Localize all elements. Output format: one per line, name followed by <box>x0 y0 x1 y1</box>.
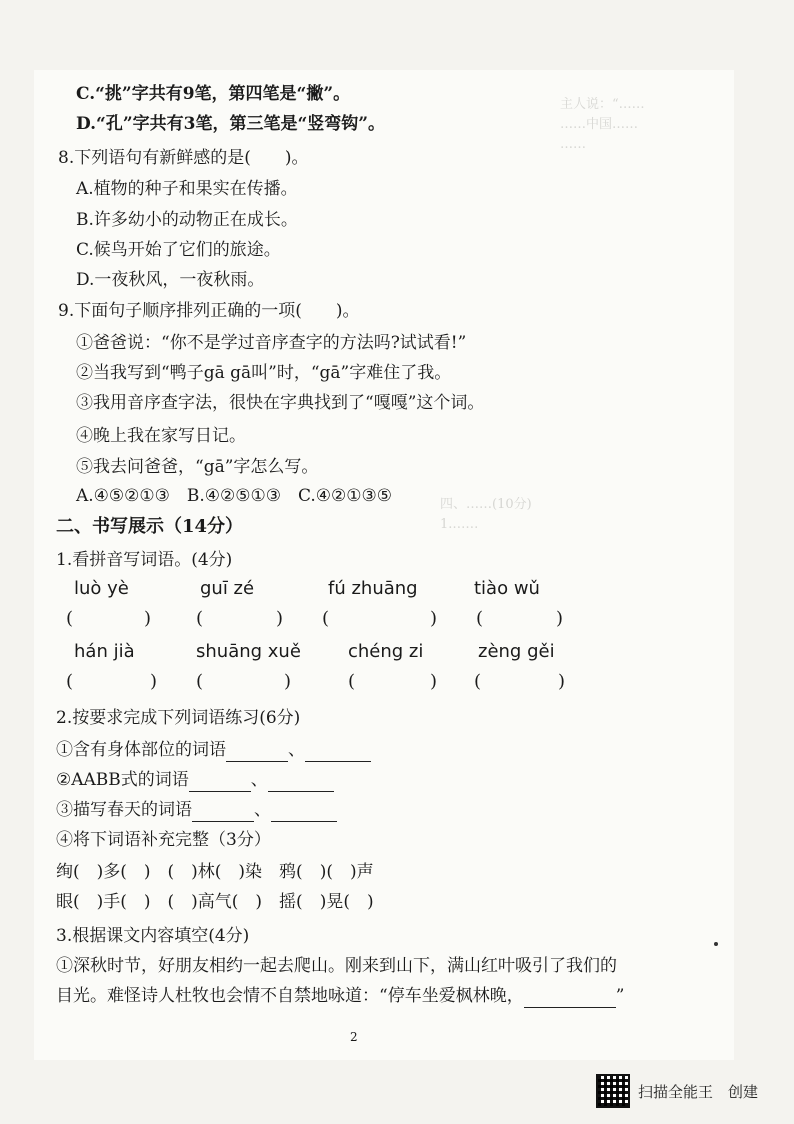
answer-box-close: ) <box>556 608 564 629</box>
p3-line-2-text: 目光。难怪诗人杜牧也会情不自禁地咏道：“停车坐爱枫林晚， <box>56 986 524 1006</box>
bleed-line: …… <box>560 137 586 152</box>
p2-item-2-label: ②AABB式的词语 <box>56 770 189 790</box>
p2-fill-row-1: 绚( )多( ) ( )林( )染 鸦( )( )声 <box>56 862 374 882</box>
q9-options: A.④⑤②①③ B.④②⑤①③ C.④②①③⑤ <box>76 486 392 506</box>
bleed-line: ……中国…… <box>560 117 639 132</box>
qr-code-icon <box>596 1074 630 1108</box>
page-number: 2 <box>350 1030 358 1044</box>
p3-line-1: ①深秋时节，好朋友相约一起去爬山。刚来到山下，满山红叶吸引了我们的 <box>56 956 617 976</box>
p2-item-1 <box>56 738 371 762</box>
answer-box-open: ( <box>476 608 484 629</box>
answer-blank[interactable] <box>192 803 254 822</box>
scanner-watermark <box>596 1074 758 1108</box>
answer-blank[interactable] <box>268 773 334 792</box>
section-title: 二、书写展示（14分） <box>56 516 244 537</box>
q8-option-b: B.许多幼小的动物正在成长。 <box>76 210 298 230</box>
answer-box-open: ( <box>474 671 482 692</box>
bleed-line: 四、……(10分) <box>440 497 532 512</box>
answer-box-close: ) <box>276 608 284 629</box>
pinyin-item: fú zhuāng <box>328 578 418 599</box>
p2-item-2 <box>56 768 334 792</box>
p2-item-4: ④将下词语补充完整（3分） <box>56 830 271 850</box>
pinyin-item: hán jià <box>74 641 135 662</box>
q7-option-c: C.“挑”字共有9笔，第四笔是“撇”。 <box>76 84 351 104</box>
answer-box-close: ) <box>430 608 438 629</box>
q9-sentence-3: ③我用音序查字法，很快在字典找到了“嘎嘎”这个词。 <box>76 393 485 413</box>
bleed-line: 主人说：“…… <box>560 97 645 112</box>
answer-box-close: ) <box>144 608 152 629</box>
answer-box-open: ( <box>322 608 330 629</box>
answer-box-open: ( <box>196 671 204 692</box>
p2-item-3-label: ③描写春天的词语 <box>56 800 192 820</box>
q8-option-c: C.候鸟开始了它们的旅途。 <box>76 240 281 260</box>
p2-item-3 <box>56 798 337 822</box>
answer-box-close: ) <box>150 671 158 692</box>
q9-sentence-5: ⑤我去问爸爸，“gā”字怎么写。 <box>76 457 319 477</box>
pinyin-item: guī zé <box>200 578 255 599</box>
q8-option-a: A.植物的种子和果实在传播。 <box>76 179 298 199</box>
answer-box-open: ( <box>196 608 204 629</box>
p3-line-2 <box>56 984 624 1008</box>
separator: 、 <box>288 740 305 760</box>
answer-box-open: ( <box>66 671 74 692</box>
p3-stem: 3.根据课文内容填空(4分) <box>56 926 250 946</box>
answer-box-close: ) <box>430 671 438 692</box>
p1-stem: 1.看拼音写词语。(4分) <box>56 550 233 570</box>
answer-blank[interactable] <box>305 743 371 762</box>
bleed-through-text <box>560 95 760 155</box>
answer-blank[interactable] <box>226 743 288 762</box>
p2-item-1-label: ①含有身体部位的词语 <box>56 740 226 760</box>
closing-quote: ” <box>615 986 625 1006</box>
pinyin-item: luò yè <box>74 578 129 599</box>
q9-sentence-1: ①爸爸说：“你不是学过音序查字的方法吗?试试看!” <box>76 333 467 353</box>
q7-option-d: D.“孔”字共有3笔，第三笔是“竖弯钩”。 <box>76 114 385 134</box>
q9-sentence-4: ④晚上我在家写日记。 <box>76 426 246 446</box>
answer-blank[interactable] <box>524 989 616 1008</box>
answer-blank[interactable] <box>189 773 251 792</box>
answer-box-close: ) <box>558 671 566 692</box>
pinyin-item: shuāng xuě <box>196 641 301 662</box>
p2-fill-row-2: 眼( )手( ) ( )高气( ) 摇( )晃( ) <box>56 892 374 912</box>
bleed-through-text <box>440 495 680 535</box>
scanner-label: 扫描全能王 创建 <box>638 1082 759 1101</box>
p2-stem: 2.按要求完成下列词语练习(6分) <box>56 708 301 728</box>
answer-box-close: ) <box>284 671 292 692</box>
answer-box-open: ( <box>348 671 356 692</box>
q9-sentence-2: ②当我写到“鸭子gā gā叫”时，“gā”字难住了我。 <box>76 363 452 383</box>
separator: 、 <box>250 770 268 790</box>
q9-stem: 9.下面句子顺序排列正确的一项( )。 <box>58 301 360 321</box>
bleed-line: 1.…… <box>440 517 479 532</box>
q8-stem: 8.下列语句有新鲜感的是( )。 <box>58 148 309 168</box>
pinyin-item: zèng gěi <box>478 641 555 662</box>
speck <box>714 942 718 946</box>
separator: 、 <box>254 800 271 820</box>
answer-box-open: ( <box>66 608 74 629</box>
answer-blank[interactable] <box>271 803 337 822</box>
pinyin-item: tiào wǔ <box>474 578 540 599</box>
q8-option-d: D.一夜秋风，一夜秋雨。 <box>76 270 265 290</box>
pinyin-item: chéng zi <box>348 641 424 662</box>
